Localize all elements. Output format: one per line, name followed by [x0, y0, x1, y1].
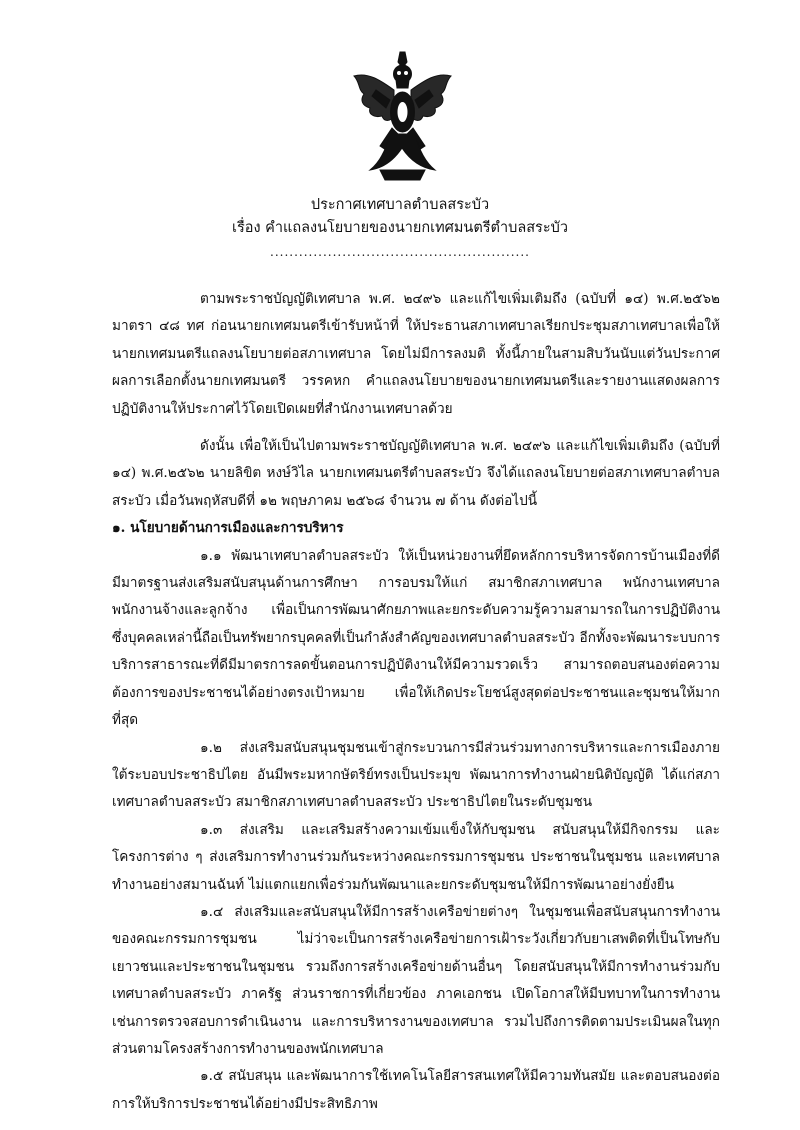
announcement-title: ประกาศเทศบาลตำบลสระบัว [310, 197, 490, 213]
document-body [112, 286, 720, 1118]
title-divider: ...................................................... [270, 245, 530, 259]
paragraph-legal-basis: ตามพระราชบัญญัติเทศบาล พ.ศ. ๒๔๙๖ และแก้ไขเพิ่มเติมถึง (ฉบับที่ ๑๔) พ.ศ.๒๕๖๒ มาตรา ๔๘ ทศ ก่อนนายกเทศมนตรีเข้ารับหน้าที่ ให้ประธานสภาเทศบาลเรียกประชุมสภาเทศบาลเพื่อให้นายกเทศมนตรีแถลงนโยบายต่อสภาเทศบาล โดยไม่มีการลงมติ ทั้งนี้ภายในสามสิบวันนับแต่วันประกาศผลการเลือกตั้งนายกเทศมนตรี วรรคหก คำแถลงนโยบายของนายกเทศมนตรีและรายงานแสดงผลการปฏิบัติงานให้ประกาศไว้โดยเปิดเผยที่สำนักงานเทศบาลด้วย [112, 291, 720, 417]
policy-item-1-4: ๑.๔ ส่งเสริมและสนับสนุนให้มีการสร้างเครือข่ายต่างๆ ในชุมชนเพื่อสนับสนุนการทำงานของคณะกรรมการชุมชน ไม่ว่าจะเป็นการสร้างเครือข่ายการเฝ้าระวังเกี่ยวกับยาเสพติดที่เป็นโทษกับเยาวชนและประชาชนในชุมชน รวมถึงการสร้างเครือข่ายด้านอื่นๆ โดยสนับสนุนให้มีการทำงานร่วมกับเทศบาลตำบลสระบัว ภาครัฐ ส่วนราชการที่เกี่ยวข้อง ภาคเอกชน เปิดโอกาสให้มีบทบาทในการทำงาน เช่นการตรวจสอบการดำเนินงาน และการบริหารงานของเทศบาล รวมไปถึงการติดตามประเมินผลในทุกส่วนตามโครงสร้างการทำงานของพนักเทศบาล [112, 903, 720, 1057]
policy-item-1-3: ๑.๓ ส่งเสริม และเสริมสร้างความเข้มแข็งให้กับชุมชน สนับสนุนให้มีกิจกรรม และโครงการต่าง ๆ ส่งเสริมการทำงานร่วมกันระหว่างคณะกรรมการชุมชน ประชาชนในชุมชน และเทศบาลทำงานอย่างสมานฉันท์ ไม่แตกแยกเพื่อร่วมกันพัฒนาและยกระดับชุมชนให้มีการพัฒนาอย่างยั่งยืน [112, 821, 720, 893]
paragraph-policy-intro: ดังนั้น เพื่อให้เป็นไปตามพระราชบัญญัติเทศบาล พ.ศ. ๒๔๙๖ และแก้ไขเพิ่มเติมถึง (ฉบับที่ ๑๔) พ.ศ.๒๕๖๒ นายลิขิต หงษ์วิไล นายกเทศมนตรีตำบลสระบัว จึงได้แถลงนโยบายต่อสภาเทศบาลตำบลสระบัว เมื่อวันพฤหัสบดีที่ ๑๒ พฤษภาคม ๒๕๖๘ จำนวน ๗ ด้าน ดังต่อไปนี้ [112, 438, 720, 509]
policy-item-1-1: ๑.๑ พัฒนาเทศบาลตำบลสระบัว ให้เป็นหน่วยงานที่ยึดหลักการบริหารจัดการบ้านเมืองที่ดี มีมาตรฐานส่งเสริมสนับสนุนด้านการศึกษา การอบรมให้แก่ สมาชิกสภาเทศบาล พนักงานเทศบาล พนักงานจ้างและลูกจ้าง เพื่อเป็นการพัฒนาศักยภาพและยกระดับความรู้ความสามารถในการปฏิบัติงาน ซึ่งบุคคลเหล่านี้ถือเป็นทรัพยากรบุคคลที่เป็นกำลังสำคัญของเทศบาลตำบลสระบัว อีกทั้งจะพัฒนาระบบการบริการสาธารณะที่ดีมีมาตรการลดขั้นตอนการปฏิบัติงานให้มีความรวดเร็ว สามารถตอบสนองต่อความต้องการของประชาชนได้อย่างตรงเป้าหมาย เพื่อให้เกิดประโยชน์สูงสุดต่อประชาชนและชุมชนให้มากที่สุด [112, 547, 720, 729]
garuda-emblem-icon [350, 50, 455, 182]
policy-item-1-2: ๑.๒ ส่งเสริมสนับสนุนชุมชนเข้าสู่กระบวนการมีส่วนร่วมทางการบริหารและการเมืองภายใต้ระบอบประชาธิปไตย อันมีพระมหากษัตริย์ทรงเป็นประมุข พัฒนาการทำงานฝ่ายนิติบัญญัติ ได้แก่สภาเทศบาลตำบลสระบัว สมาชิกสภาเทศบาลตำบลสระบัว ประชาธิปไตยในระดับชุมชน [112, 739, 720, 811]
announcement-subject: เรื่อง คำแถลงนโยบายของนายกเทศมนตรีตำบลสระบัว [232, 220, 568, 236]
policy-item-1-5: ๑.๕ สนับสนุน และพัฒนาการใช้เทคโนโลยีสารสนเทศให้มีความทันสมัย และตอบสนองต่อการให้บริการประชาชนได้อย่างมีประสิทธิภาพ [112, 1068, 720, 1112]
section-heading-politics-administration: ๑. นโยบายด้านการเมืองและการบริหาร [112, 520, 344, 537]
